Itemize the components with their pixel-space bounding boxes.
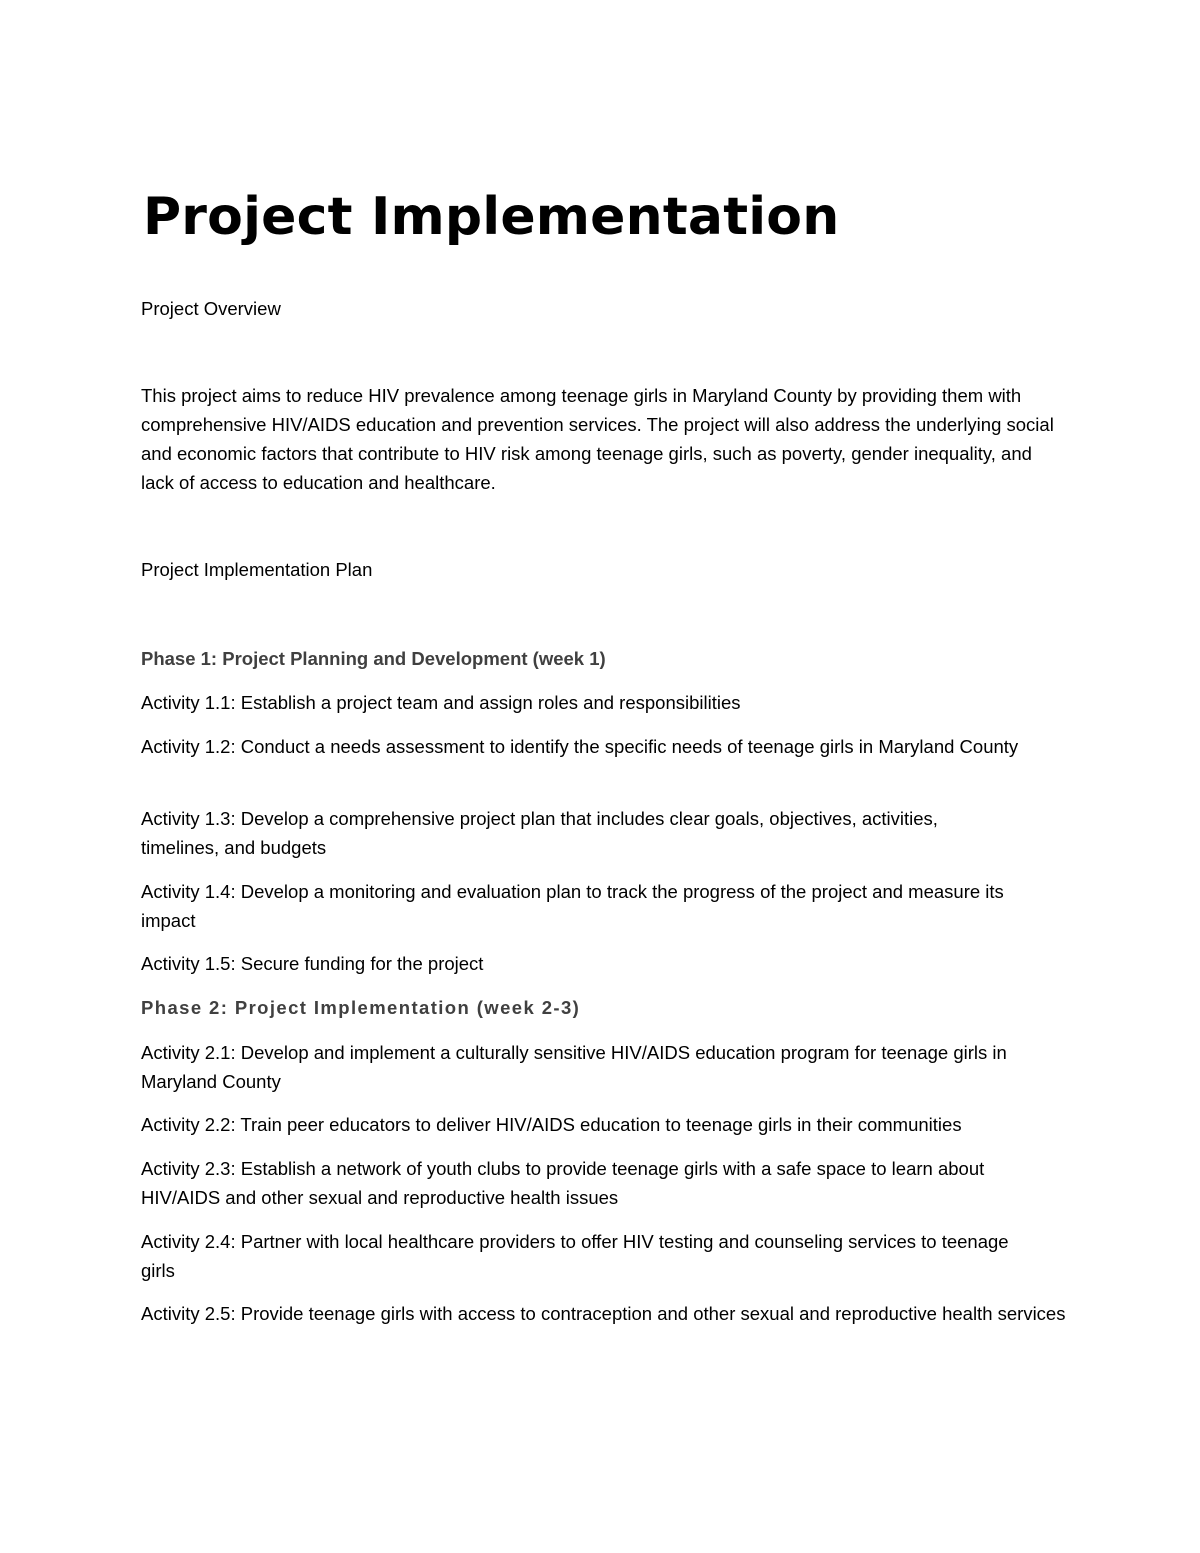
activity-1-1: Activity 1.1: Establish a project team and assign roles and responsibilities [141,692,741,713]
activity-1-4: Activity 1.4: Develop a monitoring and evaluation plan to track the progress of the project and measure its impact [141,881,1004,931]
phase-1-heading: Phase 1: Project Planning and Development (week 1) [141,648,606,669]
activity-1-5: Activity 1.5: Secure funding for the project [141,953,484,974]
activity-2-4: Activity 2.4: Partner with local healthcare providers to offer HIV testing and counseling services to teenage girls [141,1231,1009,1281]
overview-heading: Project Overview [141,298,281,319]
phase-2-heading: Phase 2: Project Implementation (week 2-3) [141,997,581,1018]
page-title: Project Implementation [143,187,840,247]
plan-heading: Project Implementation Plan [141,559,373,580]
activity-1-3: Activity 1.3: Develop a comprehensive project plan that includes clear goals, objectives, activities, timelines, and budgets [141,808,938,858]
activity-2-3: Activity 2.3: Establish a network of youth clubs to provide teenage girls with a safe space to learn about HIV/AIDS and other sexual and reproductive health issues [141,1158,985,1208]
overview-paragraph: This project aims to reduce HIV prevalence among teenage girls in Maryland County by providing them with comprehensive HIV/AIDS education and prevention services. The project will also address the underlying social and economic factors that contribute to HIV risk among teenage girls, such as poverty, gender inequality, and lack of access to education and healthcare. [141,385,1054,493]
activity-2-2: Activity 2.2: Train peer educators to deliver HIV/AIDS education to teenage girls in their communities [141,1114,962,1135]
activity-1-2: Activity 1.2: Conduct a needs assessment to identify the specific needs of teenage girls in Maryland County [141,736,1019,757]
activity-2-1: Activity 2.1: Develop and implement a culturally sensitive HIV/AIDS education program for teenage girls in Maryland County [141,1042,1007,1092]
activity-2-5: Activity 2.5: Provide teenage girls with access to contraception and other sexual and reproductive health services [141,1303,1066,1324]
